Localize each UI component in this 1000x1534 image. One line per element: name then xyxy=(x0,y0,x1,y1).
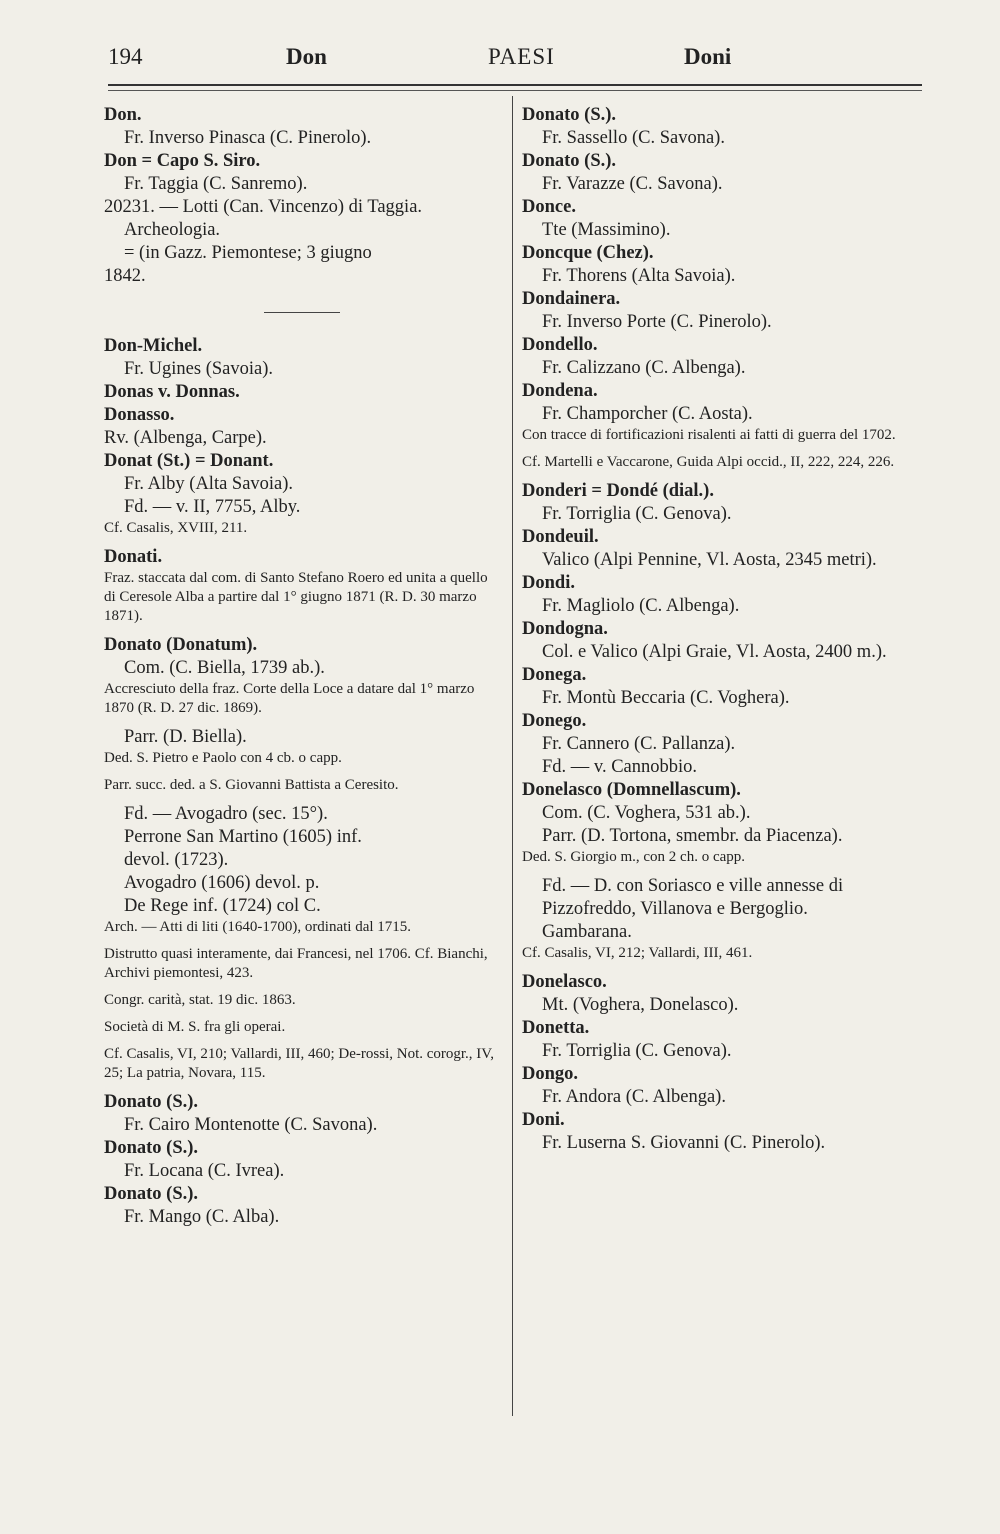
entry-line: Com. (C. Biella, 1739 ab.). xyxy=(124,658,325,678)
entry-note: Cf. Casalis, VI, 210; Vallardi, III, 460; De-rossi, Not. corogr., IV, 25; La patria, Novara, 115. xyxy=(104,1046,494,1081)
entry-heading: Dondainera. xyxy=(522,289,621,309)
entry-heading: Donelasco. xyxy=(522,972,607,992)
entry-heading: Dondeuil. xyxy=(522,527,599,547)
entry-heading: Dongo. xyxy=(522,1064,579,1084)
entry-line: Fr. Andora (C. Albenga). xyxy=(542,1087,726,1107)
entry-heading: Donato (Donatum). xyxy=(104,635,258,655)
entry-line: Fr. Champorcher (C. Aosta). xyxy=(542,404,753,424)
entry-heading: Donato (S.). xyxy=(104,1138,199,1158)
left-running-head: Don xyxy=(286,44,327,69)
entry-heading: Donas v. Donnas. xyxy=(104,382,240,402)
spacer xyxy=(522,472,924,480)
spacer xyxy=(522,445,924,453)
spacer xyxy=(104,538,500,546)
entry-note: Arch. — Atti di liti (1640-1700), ordinati dal 1715. xyxy=(104,919,412,935)
entry-line: Fr. Alby (Alta Savoia). xyxy=(124,474,294,494)
entry-line: Fd. — D. con Soriasco e ville annesse di Pizzofreddo, Villanova e Bergoglio. xyxy=(542,876,844,919)
entry-heading: Donasso. xyxy=(104,405,175,425)
entry-heading: Donego. xyxy=(522,711,587,731)
entry-line: 1842. xyxy=(104,266,146,286)
entry-note: Cf. Martelli e Vaccarone, Guida Alpi occid., II, 222, 224, 226. xyxy=(522,454,895,470)
entry-heading: Don = Capo S. Siro. xyxy=(104,151,261,171)
entry-heading: Doni. xyxy=(522,1110,565,1130)
entry-line: Fr. Cairo Montenotte (C. Savona). xyxy=(124,1115,378,1135)
entry-line: Fr. Locana (C. Ivrea). xyxy=(124,1161,285,1181)
entry-line: Fd. — Avogadro (sec. 15°). xyxy=(124,804,328,824)
entry-line: Mt. (Voghera, Donelasco). xyxy=(542,995,739,1015)
entry-line: Fr. Inverso Porte (C. Pinerolo). xyxy=(542,312,772,332)
left-column xyxy=(104,104,500,1229)
entry-line: Valico (Alpi Pennine, Vl. Aosta, 2345 metri). xyxy=(542,550,877,570)
entry-line: Fr. Ugines (Savoia). xyxy=(124,359,274,379)
entry-line: Fr. Torriglia (C. Genova). xyxy=(542,1041,732,1061)
entry-heading: Donato (S.). xyxy=(104,1092,199,1112)
entry-line: Tte (Massimino). xyxy=(542,220,671,240)
spacer xyxy=(104,1083,500,1091)
entry-line: devol. (1723). xyxy=(124,850,229,870)
spacer xyxy=(104,626,500,634)
right-column xyxy=(522,104,924,1155)
entry-line: Com. (C. Voghera, 531 ab.). xyxy=(542,803,751,823)
spacer xyxy=(104,1010,500,1018)
entry-heading: Dondi. xyxy=(522,573,575,593)
entry-line: Fr. Mango (C. Alba). xyxy=(124,1207,280,1227)
entry-line: Fr. Luserna S. Giovanni (C. Pinerolo). xyxy=(542,1133,826,1153)
entry-line: Fr. Cannero (C. Pallanza). xyxy=(542,734,736,754)
entry-line: Perrone San Martino (1605) inf. xyxy=(124,827,362,847)
entry-heading: Dondello. xyxy=(522,335,598,355)
header-rule xyxy=(108,84,922,86)
entry-note: Società di M. S. fra gli operai. xyxy=(104,1019,286,1035)
entry-note: Accresciuto della fraz. Corte della Loce a datare dal 1° marzo 1870 (R. D. 27 dic. 1869). xyxy=(104,681,475,716)
entry-line: Fd. — v. II, 7755, Alby. xyxy=(124,497,301,517)
entry-heading: Dondena. xyxy=(522,381,598,401)
entry-heading: Dondogna. xyxy=(522,619,608,639)
entry-line: Parr. (D. Biella). xyxy=(124,727,247,747)
section-separator xyxy=(264,312,340,313)
spacer xyxy=(104,795,500,803)
entry-line: Fd. — v. Cannobbio. xyxy=(542,757,698,777)
entry-heading: Don-Michel. xyxy=(104,336,203,356)
entry-line: Fr. Montù Beccaria (C. Voghera). xyxy=(542,688,790,708)
page-header xyxy=(108,40,920,80)
spacer xyxy=(104,1037,500,1045)
entry-heading: Donato (S.). xyxy=(522,151,617,171)
entry-heading: Donce. xyxy=(522,197,576,217)
header-rule-thin xyxy=(108,90,922,91)
entry-note: Cf. Casalis, XVIII, 211. xyxy=(104,520,248,536)
section-title: PAESI xyxy=(488,44,555,69)
entry-line: Archeologia. xyxy=(124,220,221,240)
entry-line: Fr. Torriglia (C. Genova). xyxy=(542,504,732,524)
entry-line: = (in Gazz. Piemontese; 3 giugno xyxy=(124,243,372,263)
entry-line: Avogadro (1606) devol. p. xyxy=(124,873,320,893)
entry-note: Distrutto quasi interamente, dai Francesi, nel 1706. Cf. Bianchi, Archivi piemontesi, 423. xyxy=(104,946,488,981)
entry-heading: Donetta. xyxy=(522,1018,590,1038)
entry-heading: Donelasco (Domnellascum). xyxy=(522,780,741,800)
entry-heading: Don. xyxy=(104,105,142,125)
column-divider xyxy=(512,96,513,1416)
spacer xyxy=(522,867,924,875)
entry-heading: Donat (St.) = Donant. xyxy=(104,451,274,471)
entry-line: Rv. (Albenga, Carpe). xyxy=(104,428,267,448)
entry-line: Parr. (D. Tortona, smembr. da Piacenza). xyxy=(542,826,843,846)
spacer xyxy=(104,983,500,991)
entry-line: Fr. Thorens (Alta Savoia). xyxy=(542,266,736,286)
entry-note: Cf. Casalis, VI, 212; Vallardi, III, 461. xyxy=(522,945,753,961)
entry-note: Ded. S. Pietro e Paolo con 4 cb. o capp. xyxy=(104,750,342,766)
entry-line: De Rege inf. (1724) col C. xyxy=(124,896,321,916)
entry-heading: Donati. xyxy=(104,547,163,567)
entry-line: Fr. Magliolo (C. Albenga). xyxy=(542,596,740,616)
entry-line: Fr. Varazze (C. Savona). xyxy=(542,174,723,194)
entry-line: Gambarana. xyxy=(542,922,632,942)
entry-line: Fr. Sassello (C. Savona). xyxy=(542,128,725,148)
entry-note: Fraz. staccata dal com. di Santo Stefano Roero ed unita a quello di Ceresole Alba a partire dal 1° giugno 1871 (R. D. 30 marzo 1871). xyxy=(104,570,488,624)
entry-line: Col. e Valico (Alpi Graie, Vl. Aosta, 2400 m.). xyxy=(542,642,887,662)
entry-line: Fr. Inverso Pinasca (C. Pinerolo). xyxy=(124,128,372,148)
entry-note: Ded. S. Giorgio m., con 2 ch. o capp. xyxy=(522,849,746,865)
entry-heading: Donderi = Dondé (dial.). xyxy=(522,481,714,501)
entry-note: Parr. succ. ded. a S. Giovanni Battista a Ceresito. xyxy=(104,777,399,793)
spacer xyxy=(104,768,500,776)
entry-line: Fr. Taggia (C. Sanremo). xyxy=(124,174,308,194)
spacer xyxy=(104,718,500,726)
spacer xyxy=(522,963,924,971)
entry-heading: Donato (S.). xyxy=(522,105,617,125)
entry-heading: Donega. xyxy=(522,665,587,685)
entry-heading: Donato (S.). xyxy=(104,1184,199,1204)
spacer xyxy=(104,937,500,945)
entry-heading: Doncque (Chez). xyxy=(522,243,654,263)
entry-line: 20231. — Lotti (Can. Vincenzo) di Taggia. xyxy=(104,197,423,217)
right-running-head: Doni xyxy=(684,44,732,69)
page-number: 194 xyxy=(108,44,143,69)
entry-note: Con tracce di fortificazioni risalenti ai fatti di guerra del 1702. xyxy=(522,427,896,443)
entry-note: Congr. carità, stat. 19 dic. 1863. xyxy=(104,992,296,1008)
entry-line: Fr. Calizzano (C. Albenga). xyxy=(542,358,746,378)
